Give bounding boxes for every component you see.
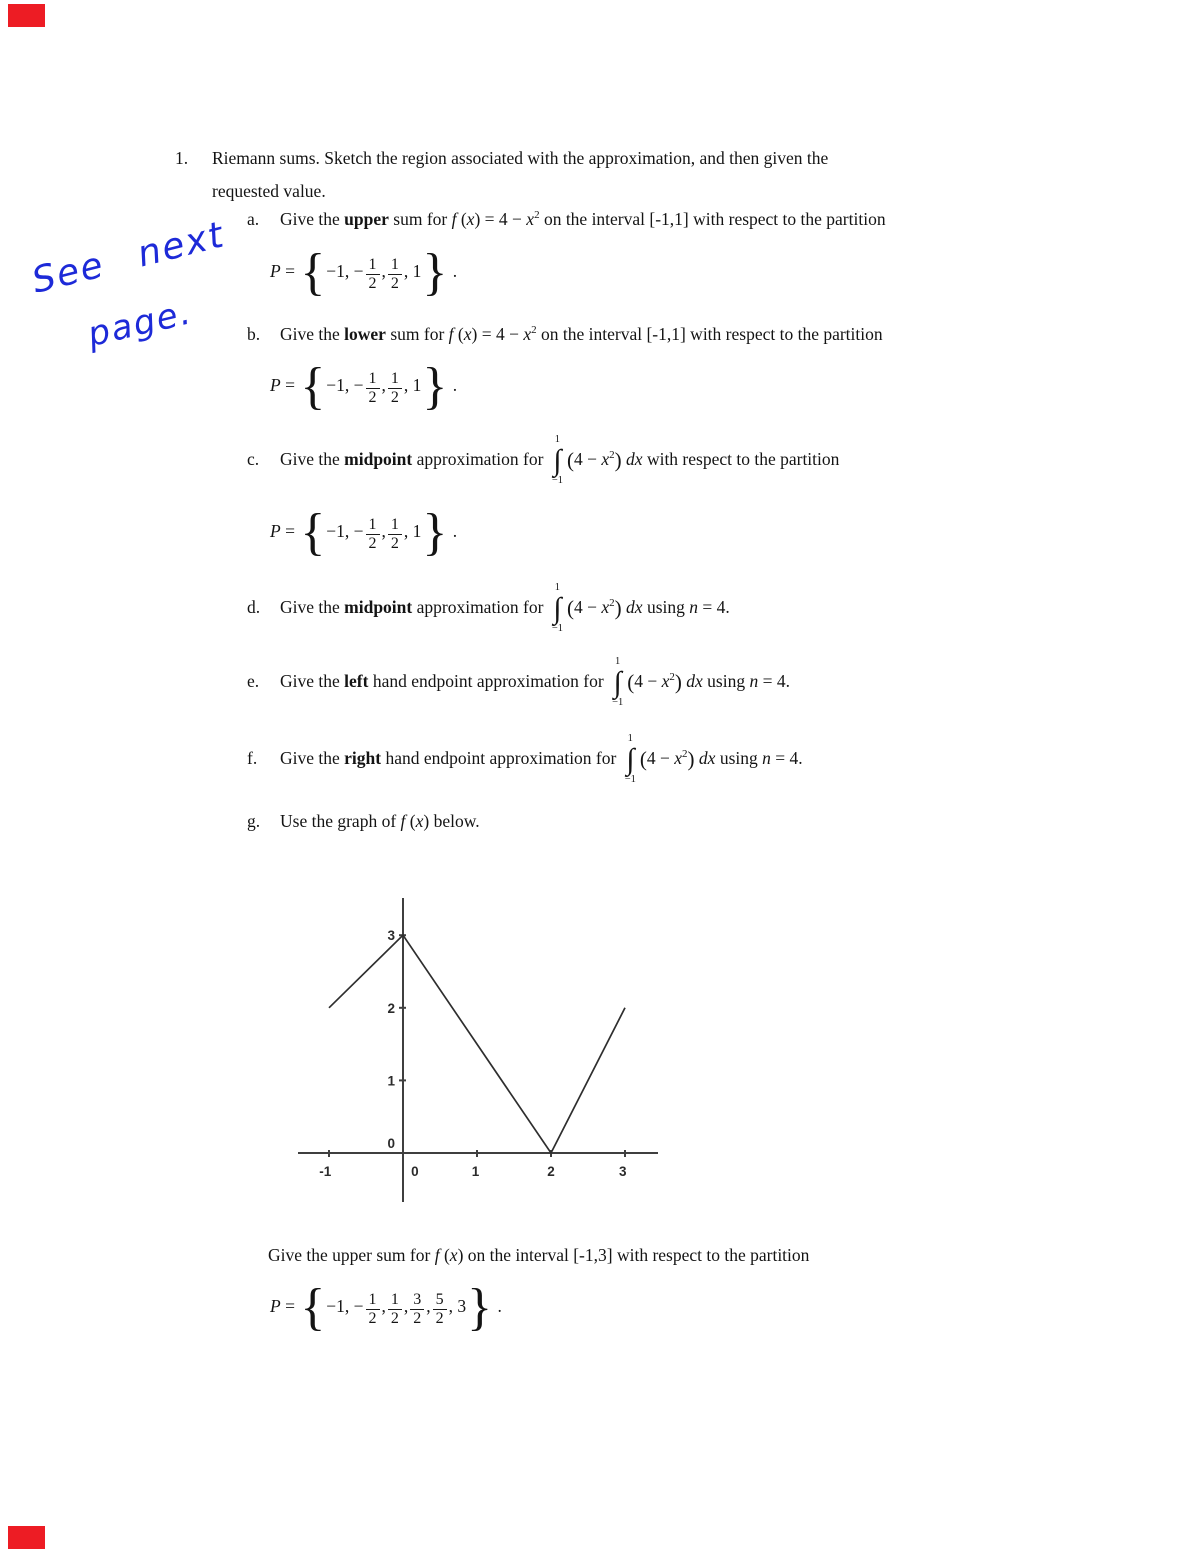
- svg-text:3: 3: [387, 928, 395, 944]
- svg-text:1: 1: [471, 1164, 480, 1179]
- item-c-text-mid: approximation for: [412, 448, 548, 469]
- item-f-label: f.: [247, 747, 258, 768]
- red-scan-mark-top: [8, 4, 45, 27]
- problem-title-line2: requested value.: [212, 181, 326, 201]
- function-definition-formula: f $(x) = 4 - x^2$: [451, 209, 540, 229]
- item-e: [247, 656, 790, 710]
- using-n-formula: using n = 4.: [715, 747, 803, 768]
- handwritten-note-line2: page.: [84, 292, 197, 355]
- item-c-keyword: midpoint: [344, 448, 413, 469]
- item-a-text-after: on the interval [-1,1] with respect to the partition: [539, 209, 886, 229]
- item-b-text-pre: Give the: [280, 324, 345, 344]
- item-f-keyword: right: [344, 747, 382, 768]
- svg-text:2: 2: [547, 1164, 555, 1179]
- item-c-text-pre: Give the: [280, 448, 345, 469]
- handwritten-note-line1: See next: [28, 214, 230, 302]
- problem-title: [212, 142, 828, 208]
- svg-text:-1: -1: [319, 1164, 332, 1179]
- item-f: [247, 733, 803, 787]
- item-b-text-after: on the interval [-1,1] with respect to the partition: [536, 324, 883, 344]
- item-g-text-pre: Use the graph of: [280, 811, 401, 831]
- item-e-label: e.: [247, 670, 260, 691]
- item-d-text-pre: Give the: [280, 596, 345, 617]
- item-d-keyword: midpoint: [344, 596, 413, 617]
- item-c-text-after: with respect to the partition: [642, 448, 840, 469]
- closing-text-after: on the interval [-1,3] with respect to the partition: [463, 1245, 810, 1265]
- item-b-text-mid: sum for: [385, 324, 449, 344]
- item-a: [247, 207, 886, 231]
- using-n-formula: using n = 4.: [642, 596, 730, 617]
- item-a-label: a.: [247, 209, 260, 229]
- svg-text:3: 3: [619, 1164, 627, 1179]
- item-g: [247, 809, 480, 833]
- item-f-text-pre: Give the: [280, 747, 345, 768]
- closing-text-pre: Give the upper sum for: [268, 1245, 435, 1265]
- partition-formula-a: P = {−1, − $\frac{1}{2}$ , $\frac{1}{2}$ , 1} .: [270, 244, 458, 301]
- partition-formula-closing: P = {−1, − $\frac{1}{2}$ , $\frac{1}{2}$ , $\frac{3}{2}$ , $\frac{5}{2}$ , 3} .: [270, 1279, 502, 1336]
- item-b-label: b.: [247, 324, 261, 344]
- using-n-formula: using n = 4.: [702, 670, 790, 691]
- svg-text:1: 1: [387, 1073, 395, 1089]
- partition-formula-c: P = {−1, − $\frac{1}{2}$ , $\frac{1}{2}$ , 1} .: [270, 504, 458, 561]
- item-b-keyword: lower: [344, 324, 386, 344]
- item-c-label: c.: [247, 448, 260, 469]
- partition-formula-b: P = {−1, − $\frac{1}{2}$ , $\frac{1}{2}$ , 1} .: [270, 358, 458, 415]
- red-scan-mark-bottom: [8, 1526, 45, 1549]
- definite-integral-formula: 1 ∫ −1 $(4 - x^2)$ dx: [612, 656, 703, 709]
- item-e-text-pre: Give the: [280, 670, 345, 691]
- item-a-text-mid: sum for: [388, 209, 452, 229]
- definite-integral-formula: 1 ∫ −1 $(4 - x^2)$ dx: [624, 733, 716, 786]
- function-definition-formula: f $(x) = 4 - x^2$: [448, 324, 537, 344]
- svg-text:0: 0: [387, 1136, 395, 1151]
- item-c: [247, 434, 839, 488]
- item-d-label: d.: [247, 596, 261, 617]
- item-d: [247, 582, 730, 636]
- item-e-keyword: left: [344, 670, 369, 691]
- item-g-label: g.: [247, 811, 261, 831]
- item-a-keyword: upper: [344, 209, 389, 229]
- item-a-text-pre: Give the: [280, 209, 345, 229]
- definite-integral-formula: 1 ∫ −1 $(4 - x^2)$ dx: [551, 434, 643, 487]
- problem-number: 1.: [175, 148, 189, 168]
- item-d-text-mid: approximation for: [412, 596, 548, 617]
- definite-integral-formula: 1 ∫ −1 $(4 - x^2)$ dx: [551, 582, 643, 635]
- svg-text:2: 2: [387, 1000, 395, 1016]
- function-graph: [290, 885, 670, 1220]
- item-g-text-after: below.: [429, 811, 480, 831]
- item-b: [247, 322, 883, 346]
- fx-formula: f (x): [434, 1245, 464, 1265]
- closing-sentence: [268, 1243, 809, 1267]
- fx-formula: f (x): [400, 811, 430, 831]
- item-e-text-mid: hand endpoint approximation for: [368, 670, 609, 691]
- item-f-text-mid: hand endpoint approximation for: [381, 747, 621, 768]
- problem-title-line1: Riemann sums. Sketch the region associated with the approximation, and then given the: [212, 148, 829, 168]
- svg-text:0: 0: [411, 1164, 419, 1179]
